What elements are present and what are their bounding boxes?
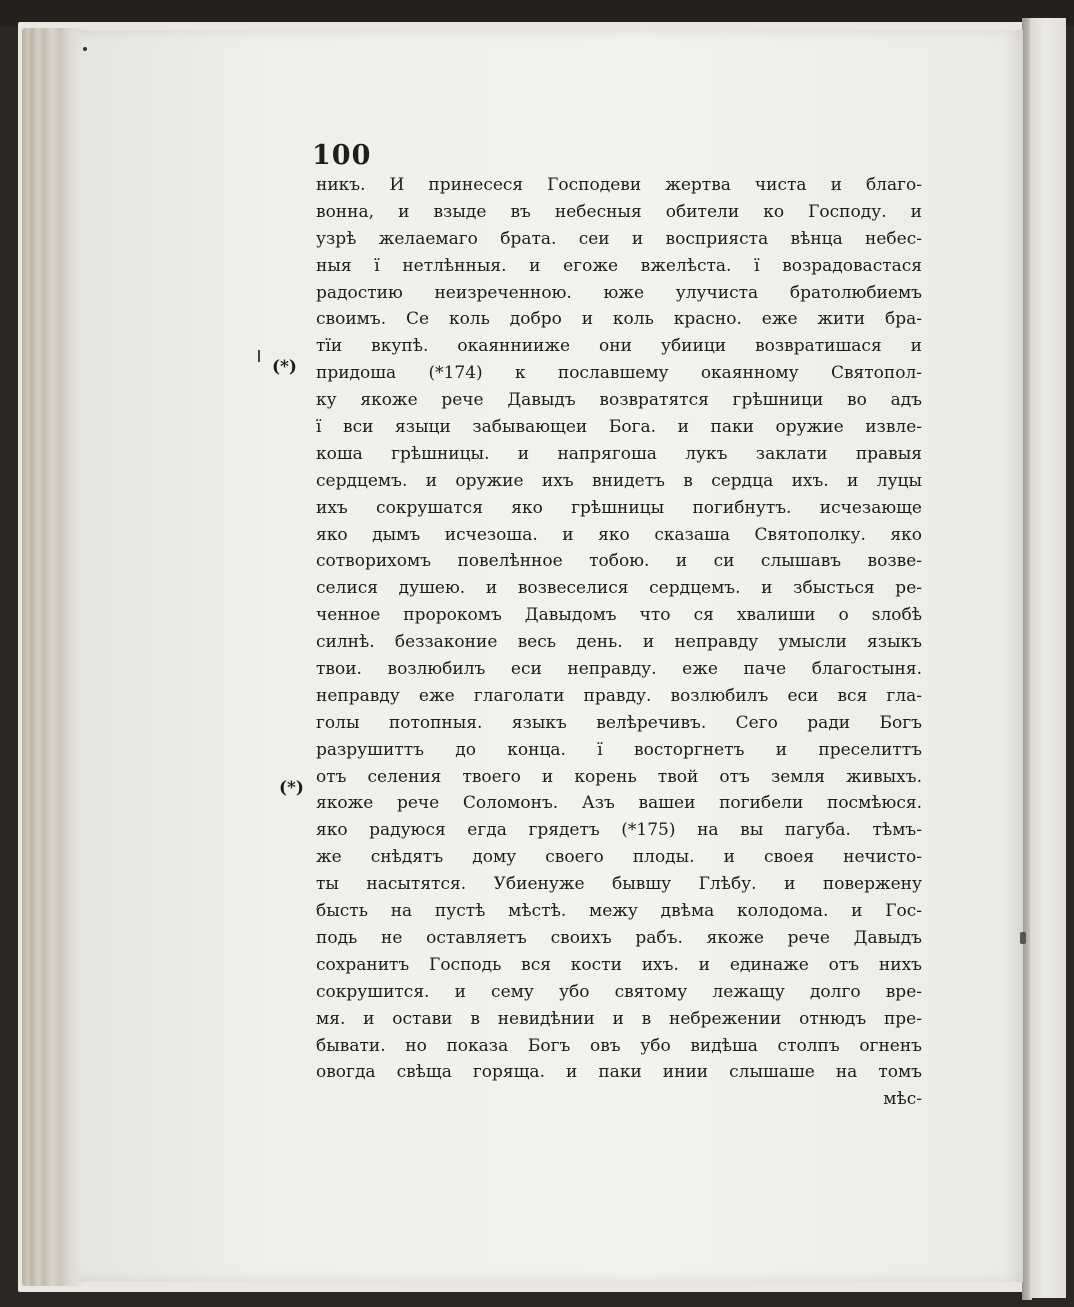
page-edges xyxy=(22,28,82,1286)
text-line: придоша (*174) к пославшему окаянному Святопол- xyxy=(316,363,922,384)
binding-thread xyxy=(1020,932,1026,944)
text-line: силнѣ. беззаконие весь день. и неправду умысли языкъ xyxy=(316,632,922,653)
text-line: тїи вкупѣ. окаяннииже они убиици возвратишася и xyxy=(316,336,922,357)
text-line: подь не оставляетъ своихъ рабъ. якоже рече Давыдъ xyxy=(316,927,922,948)
text-line: никъ. И принесеся Господеви жертва чиста и благо- xyxy=(316,175,922,195)
text-line: ї вси языци забывающеи Бога. и паки оружие извле- xyxy=(316,417,922,438)
text-line: мя. и остави в невидѣнии и в небрежении отнюдъ пре- xyxy=(316,1008,922,1029)
text-line: узрѣ желаемаго брата. сеи и восприяста вѣнца небес- xyxy=(316,228,922,249)
text-line: ныя ї нетлѣнныя. и егоже вжелѣста. ї возрадовастася xyxy=(316,255,922,276)
body-text xyxy=(316,172,922,1113)
text-line: твои. возлюбилъ еси неправду. еже паче благостыня. xyxy=(316,659,922,680)
text-line: радостию неизреченною. юже улучиста братолюбиемъ xyxy=(316,282,922,303)
text-line: сокрушится. и сему убо святому лежащу долго вре- xyxy=(316,981,922,1002)
facing-page-edge xyxy=(1030,18,1066,1298)
text-line: сотворихомъ повелѣнное тобою. и си слышавъ возве- xyxy=(316,551,922,572)
text-line: разрушиттъ до конца. ї восторгнетъ и преселиттъ xyxy=(316,739,922,760)
text-line: сердцемъ. и оружие ихъ внидетъ в сердца ихъ. и луцы xyxy=(316,470,922,491)
text-line: отъ селения твоего и корень твой отъ земля живыхъ. xyxy=(316,766,922,787)
text-line: голы потопныя. языкъ велѣречивъ. Сего ради Богъ xyxy=(316,712,922,733)
text-line: ку якоже рече Давыдъ возвратятся грѣшници во адъ xyxy=(316,390,922,411)
page-number: 100 xyxy=(312,140,372,171)
text-line: якоже рече Соломонъ. Азъ вашеи погибели посмѣюся. xyxy=(316,793,922,814)
catchword: мѣс- xyxy=(883,1089,922,1110)
text-line: ты насытятся. Убиенуже бывшу Глѣбу. и повержену xyxy=(316,874,922,895)
ink-mark xyxy=(258,350,260,362)
text-line: селися душею. и возвеселися сердцемъ. и збысться ре- xyxy=(316,578,922,599)
footnote-marker-175: (*) xyxy=(279,778,304,798)
text-line: яко дымъ исчезоша. и яко сказаша Святополку. яко xyxy=(316,524,922,545)
text-line: яко радуюся егда грядетъ (*175) на вы пагуба. тѣмъ- xyxy=(316,820,922,841)
text-line: вонна, и взыде въ небесныя обители ко Господу. и xyxy=(316,201,922,222)
text-line: неправду еже глаголати правду. возлюбилъ еси вся гла- xyxy=(316,685,922,706)
text-line: же снѣдятъ дому своего плоды. и своея нечисто- xyxy=(316,847,922,868)
text-line: ихъ сокрушатся яко грѣшницы погибнутъ. исчезающе xyxy=(316,497,922,518)
text-line: коша грѣшницы. и напрягоша лукъ заклати правыя xyxy=(316,443,922,464)
ink-dot xyxy=(83,47,87,51)
text-line: бысть на пустѣ мѣстѣ. межу двѣма колодома. и Гос- xyxy=(316,901,922,922)
text-line: бывати. но показа Богъ овъ убо видѣша столпъ огненъ xyxy=(316,1035,922,1056)
text-line: сохранитъ Господь вся кости ихъ. и единаже отъ нихъ xyxy=(316,954,922,975)
text-line: овогда свѣща горяща. и паки инии слышаше на томъ xyxy=(316,1062,922,1083)
text-line: своимъ. Се коль добро и коль красно. еже жити бра- xyxy=(316,309,922,330)
text-line: ченное пророкомъ Давыдомъ что ся хвалиши о ѕлобѣ xyxy=(316,605,922,626)
footnote-marker-174: (*) xyxy=(272,357,297,377)
